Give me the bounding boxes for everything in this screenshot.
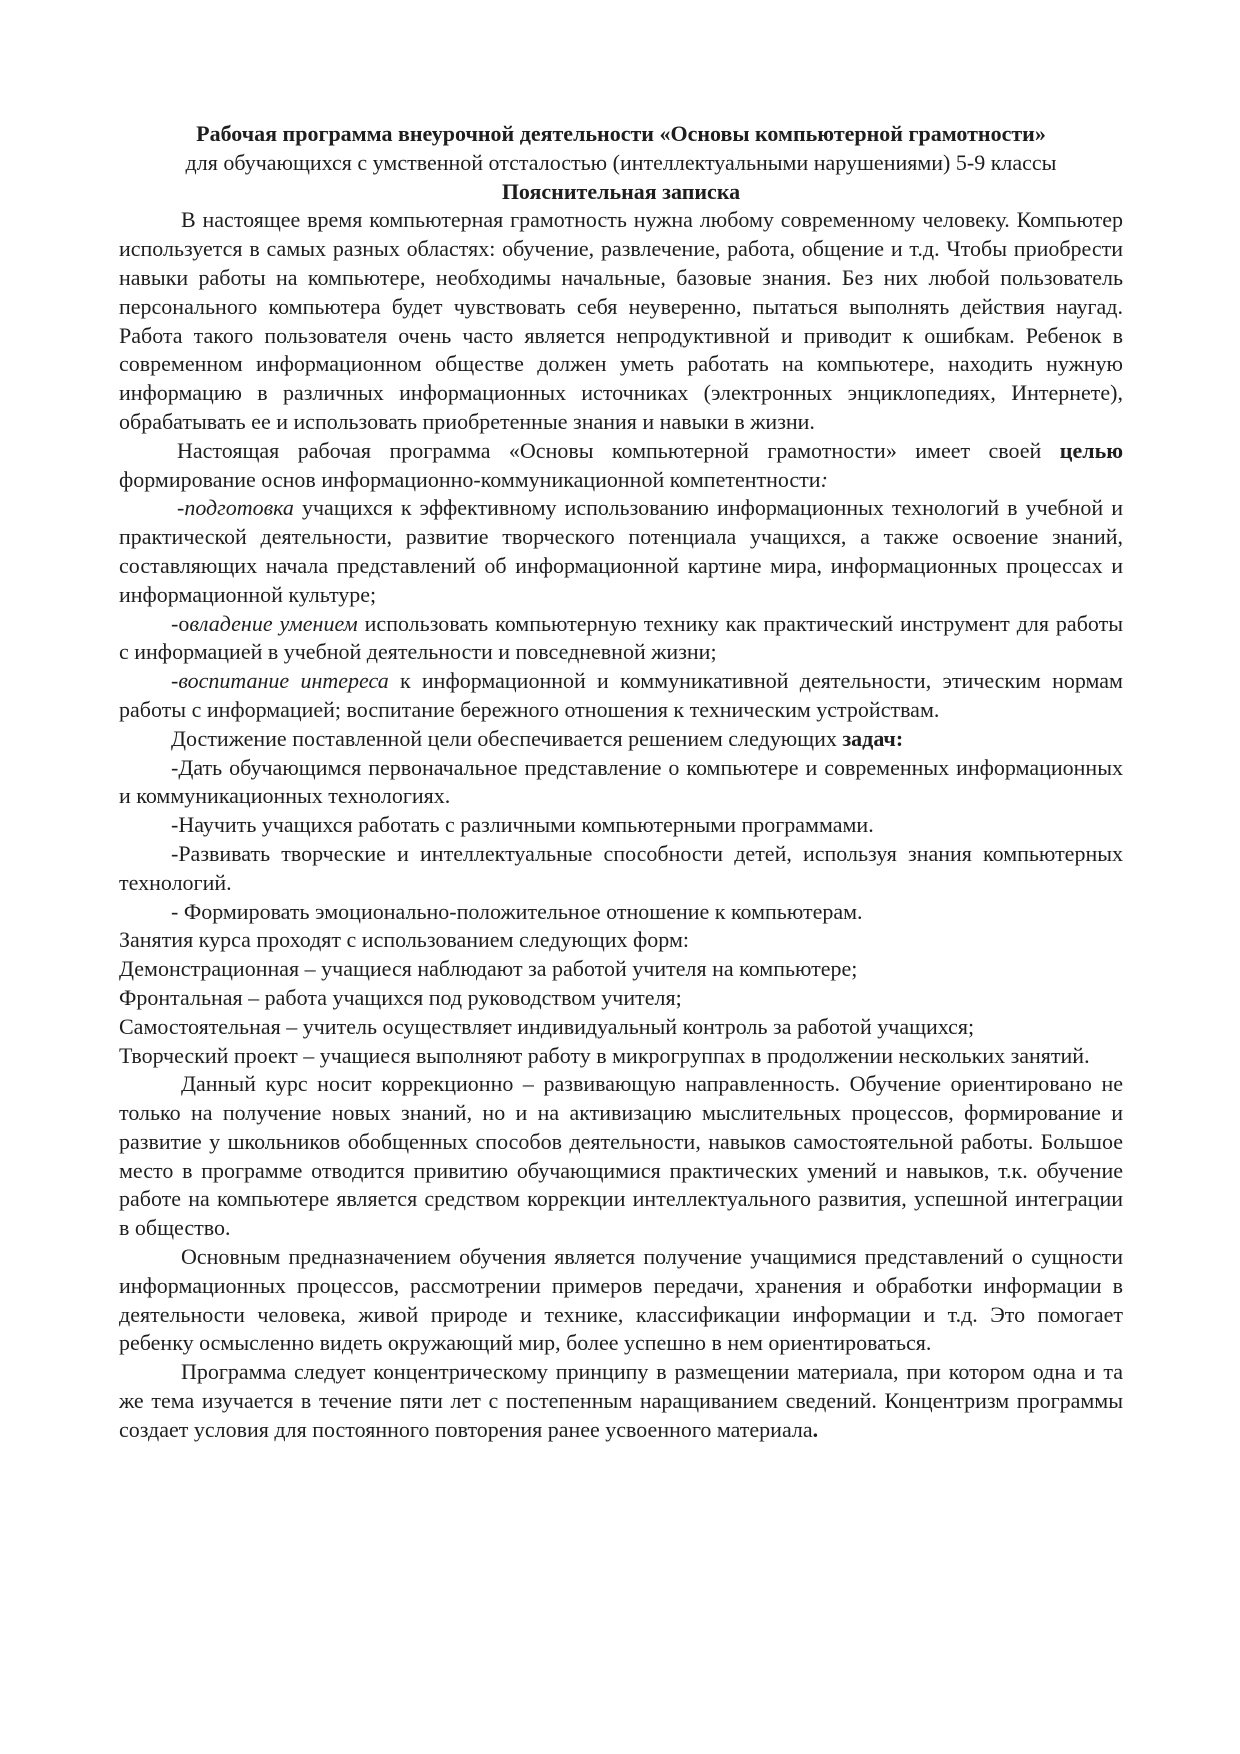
final-paragraph — [119, 1358, 1123, 1444]
body-paragraph: Данный курс носит коррекционно – развивающую направленность. Обучение ориентировано не только на получение новых знаний, но и на активизацию мыслительных процессов, формирование и развитие у школьников обобщенных способов деятельности, навыков самостоятельной работы. Большое место в программе отводится привитию обучающимися практических умений и навыков, т.к. обучение работе на компьютере является средством коррекции интеллектуального развития, успешной интеграции в общество. — [119, 1071, 1123, 1241]
form-item: Демонстрационная – учащиеся наблюдают за работой учителя на компьютере; — [119, 956, 858, 982]
goal-item — [119, 667, 1123, 725]
final-text: Программа следует концентрическому принципу в размещении материала, при котором одна и та же тема изучается в течение пяти лет с постепенным наращиванием сведений. Концентризм программы создает условия для постоянного повторения ранее усвоенного материала — [119, 1359, 1123, 1442]
section-title: Пояснительная записка — [501, 178, 741, 204]
task-item: -Дать обучающимся первоначальное представление о компьютере и современных информационных и коммуникационных технологиях. — [119, 754, 1123, 809]
goal-colon: : — [820, 466, 828, 492]
tasks-intro — [119, 725, 1123, 754]
body-paragraph: Основным предназначением обучения является получение учащимися представлений о сущности информационных процессов, рассмотрении примеров передачи, хранения и обработки информации в деятельности человека, живой природе и технике, классификации информации и т.д. Это помогает ребенку осмысленно видеть окружающий мир, более успешно в нем ориентироваться. — [119, 1244, 1123, 1356]
goal-item-italic: воспитание интереса — [178, 668, 389, 694]
tasks-intro-text: Достижение поставленной цели обеспечивается решением следующих — [171, 725, 843, 751]
goal-item-italic: -подготовка — [177, 495, 294, 521]
goal-item-prefix: -о — [171, 610, 190, 636]
goal-item-text: учащихся к эффективному использованию информационных технологий в учебной и практической деятельности, развитие творческого потенциала учащихся, а также освоение знаний, составляющих начала представлений об информационной картине мира, информационных процессах и информационной культуре; — [119, 495, 1123, 607]
forms-intro: Занятия курса проходят с использованием следующих форм: — [119, 927, 690, 953]
goal-bold-word: целью — [1059, 437, 1124, 463]
goal-text-before: Настоящая рабочая программа «Основы компьютерной грамотности» имеет своей — [177, 437, 1042, 463]
document-subtitle: для обучающихся с умственной отсталостью (интеллектуальными нарушениями) 5-9 классы — [185, 149, 1057, 175]
document-page — [119, 120, 1123, 1445]
goal-item — [119, 610, 1123, 668]
intro-paragraph: В настоящее время компьютерная грамотность нужна любому современному человеку. Компьютер используется в самых разных областях: обучение, развлечение, работа, общение и т.д. Чтобы приобрести навыки работы на компьютере, необходимы начальные, базовые знания. Без них любой пользователь персонального компьютера будет чувствовать себя неуверенно, пытаться выполнять действия наугад. Работа такого пользователя очень часто является непродуктивной и приводит к ошибкам. Ребенок в современном информационном обществе должен уметь работать на компьютере, находить нужную информацию в различных информационных источниках (электронных энциклопедиях, Интернете), обрабатывать ее и использовать приобретенные знания и навыки в жизни. — [119, 207, 1123, 434]
final-period: . — [812, 1416, 819, 1442]
goal-item-prefix: - — [171, 668, 179, 694]
task-item: -Развивать творческие и интеллектуальные способности детей, используя знания компьютерных технологий. — [119, 840, 1123, 895]
goal-paragraph — [119, 437, 1123, 495]
goal-item — [119, 494, 1123, 609]
goal-item-text: использовать компьютерную технику как практический инструмент для работы с информацией в учебной деятельности и повседневной жизни; — [119, 610, 1123, 665]
form-item: Творческий проект – учащиеся выполняют работу в микрогруппах в продолжении нескольких занятий. — [119, 1042, 1090, 1068]
goal-item-italic: владение умением — [189, 610, 358, 636]
document-title: Рабочая программа внеурочной деятельности «Основы компьютерной грамотности» — [196, 121, 1046, 146]
tasks-bold-word: задач: — [842, 725, 904, 751]
goal-text-after: формирование основ информационно-коммуникационной компетентности — [119, 466, 821, 492]
task-item: -Научить учащихся работать с различными компьютерными программами. — [171, 812, 874, 838]
goal-item-text: к информационной и коммуникативной деятельности, этическим нормам работы с информацией; воспитание бережного отношения к техническим устройствам. — [119, 668, 1123, 722]
form-item: Фронтальная – работа учащихся под руководством учителя; — [119, 984, 682, 1010]
form-item: Самостоятельная – учитель осуществляет индивидуальный контроль за работой учащихся; — [119, 1013, 975, 1039]
task-item: - Формировать эмоционально-положительное отношение к компьютерам. — [171, 898, 863, 924]
